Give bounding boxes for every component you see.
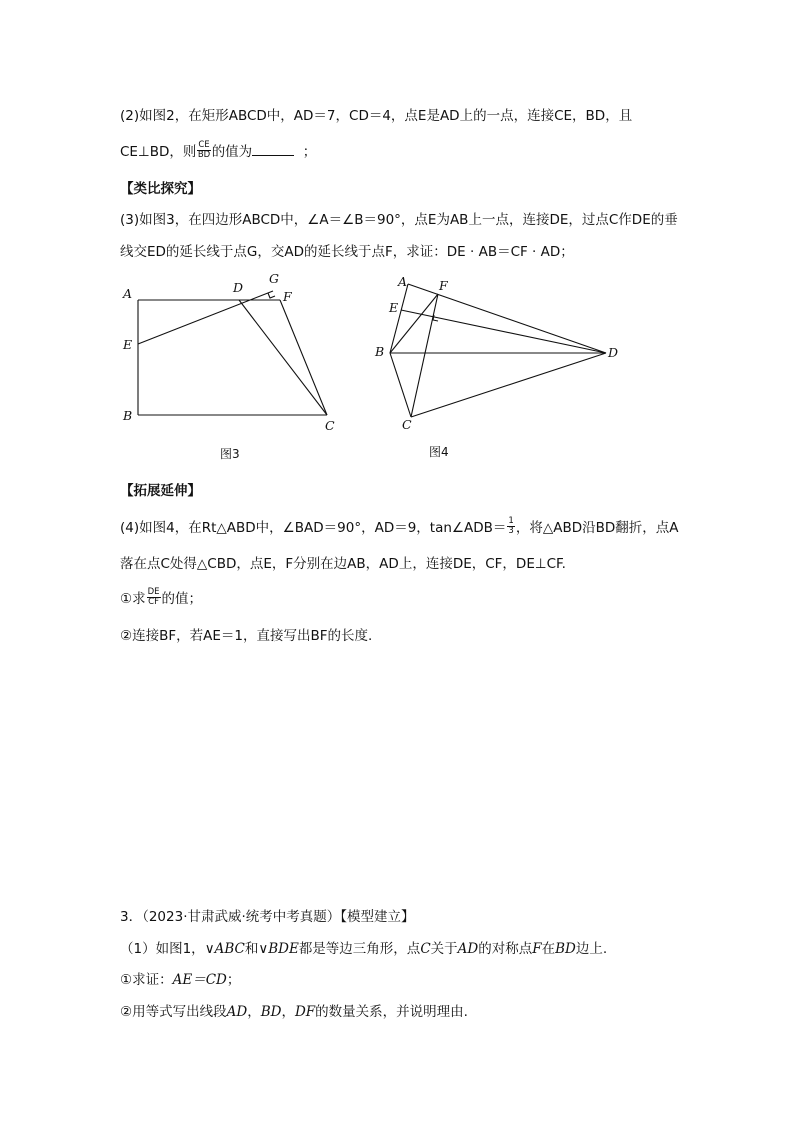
tan-num: 1 [508, 515, 514, 526]
answer-blank[interactable] [252, 143, 294, 156]
tan-den: 3 [508, 525, 514, 536]
q3-t-g: 边上. [575, 941, 608, 957]
point-c: C [420, 941, 431, 957]
ext-item1-b: 的值； [161, 591, 203, 607]
q3-item1 [120, 968, 240, 988]
analogy-line1: (3)如图3，在四边形ABCD中，∠A＝∠B＝90°，点E为AB上一点，连接DE，过点C作DE的垂 [120, 212, 678, 228]
fig3-label-b: B [123, 408, 133, 423]
tri-bde: ∨BDE [258, 941, 299, 957]
fig4-caption: 图4 [429, 445, 449, 459]
seg-bd: BD [555, 941, 576, 957]
ext-text-b: ，将△ABD沿BD翻折，点A [515, 520, 679, 536]
seg-df: DF [294, 1004, 316, 1020]
figure-3 [115, 268, 345, 468]
q3-item2: ②用等式写出线段AD，BD，DF的数量关系，并说明理由. [120, 1004, 468, 1020]
q3-t-d: 关于 [430, 941, 458, 957]
extension-item1 [120, 587, 202, 609]
q3-i2-b: 的数量关系，并说明理由. [315, 1004, 468, 1020]
q3-t-f: 在 [541, 941, 556, 957]
analogy-line2: 线交ED的延长线于点G，交AD的延长线于点F，求证：DE · AB＝CF · AD； [120, 244, 574, 260]
tri-abc: ∨ABC [204, 941, 245, 957]
q2-line2 [120, 140, 316, 162]
q3-line2 [120, 937, 607, 957]
fig4-label-f: F [439, 278, 448, 293]
q3-i2-a: ②用等式写出线段 [120, 1004, 227, 1020]
fig4-label-a: A [398, 274, 408, 289]
q2-frac-den: BD [197, 149, 211, 160]
analogy-heading: 【类比探究】 [120, 181, 201, 197]
q3-i1-a: ①求证： [120, 972, 173, 988]
seg-ad: AD [457, 941, 479, 957]
q2-frac-num: CE [198, 139, 210, 150]
figure-4 [365, 268, 635, 468]
q2-text-a: CE⊥BD，则 [120, 144, 197, 160]
extension-heading: 【拓展延伸】 [120, 483, 201, 499]
fig4-label-b: B [375, 344, 385, 359]
ext-item1-a: ①求 [120, 591, 146, 607]
ext-text-a: (4)如图4，在Rt△ABD中，∠BAD＝90°，AD＝9，tan∠ADB＝ [120, 520, 507, 536]
q2-text-b: 的值为 [211, 144, 253, 160]
fig4-label-e: E [389, 300, 399, 315]
seg-ad-2: AD [226, 1004, 248, 1020]
extension-line1 [120, 516, 679, 538]
fig4-label-d: D [608, 345, 619, 360]
fig4-label-c: C [402, 417, 412, 432]
de-num: DE [147, 586, 160, 597]
fig3-label-f: F [283, 289, 292, 304]
q3-t-e: 的对称点 [478, 941, 533, 957]
cf-den: CF [148, 596, 159, 607]
fig3-label-g: G [269, 271, 279, 286]
de-cf-fraction [147, 588, 161, 607]
q3-t-a: （1）如图1， [120, 941, 205, 957]
q3-i1-eq: AE＝CD [172, 972, 227, 988]
extension-item2: ②连接BF，若AE＝1，直接写出BF的长度. [120, 628, 373, 644]
fig3-label-a: A [123, 286, 133, 301]
q2-text-c: ； [302, 144, 317, 160]
q3-line1: 3．（2023·甘肃武威·统考中考真题）【模型建立】 [120, 909, 415, 925]
q3-t-c: 都是等边三角形，点 [298, 941, 421, 957]
point-f: F [532, 941, 542, 957]
extension-line2: 落在点C处得△CBD，点E，F分别在边AB，AD上，连接DE，CF，DE⊥CF. [120, 556, 566, 572]
seg-bd-2: BD [260, 1004, 282, 1020]
tan-fraction [507, 517, 514, 536]
fig3-caption: 图3 [220, 447, 240, 461]
q2-fraction [197, 141, 210, 160]
q2-line1: (2)如图2，在矩形ABCD中，AD＝7，CD＝4，点E是AD上的一点，连接CE，BD，且 [120, 108, 633, 124]
fig3-label-e: E [123, 337, 133, 352]
fig3-label-c: C [325, 418, 335, 433]
fig3-label-d: D [233, 280, 244, 295]
q3-i1-b: ； [226, 972, 241, 988]
q3-t-b: 和 [244, 941, 259, 957]
